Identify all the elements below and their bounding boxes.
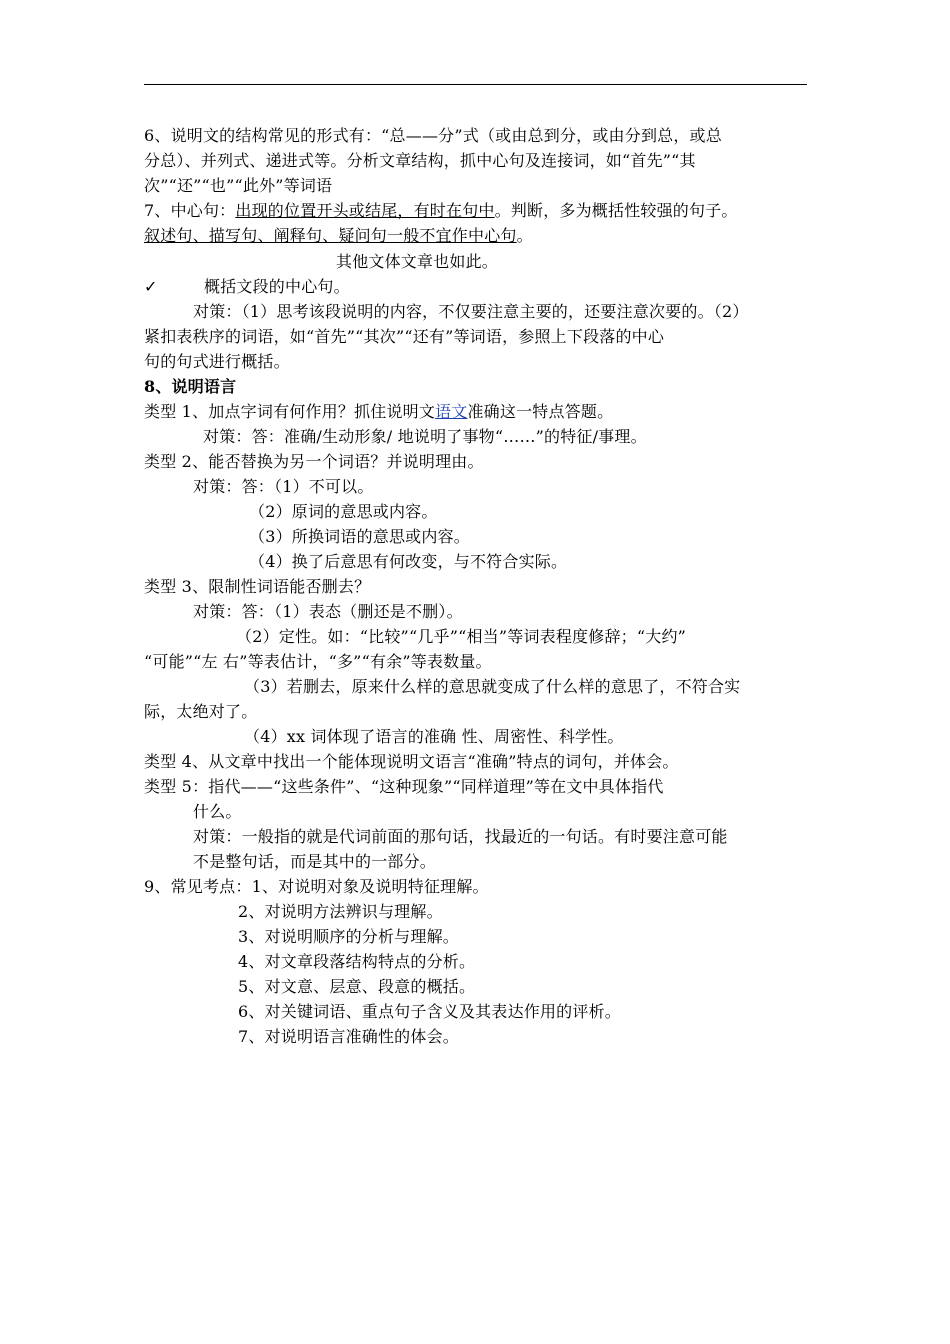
header-rule xyxy=(144,84,807,85)
s8-type3: 类型 3、限制性词语能否删去？ xyxy=(144,577,371,596)
s7-suffix: 。判断，多为概括性较强的句子。 xyxy=(494,201,738,220)
s9-point-6: 6、对关键词语、重点句子含义及其表达作用的评析。 xyxy=(238,1002,621,1021)
s9-point-1: 9、常见考点：1、对说明对象及说明特征理解。 xyxy=(144,877,489,896)
s7-check-item xyxy=(144,275,814,299)
s8-type5-cont: 什么。 xyxy=(193,802,242,821)
s9-point-7: 7、对说明语言准确性的体会。 xyxy=(238,1027,459,1046)
s6-line-1: 6、说明文的结构常见的形式有：“总——分”式（或由总到分，或由分到总，或总 xyxy=(144,126,722,145)
s8-type3-answer-4: （4）xx 词体现了语言的准确 性、周密性、科学性。 xyxy=(244,727,624,746)
s8-type3-answer-2-cont: “可能”“左 右”等表估计，“多”“有余”等表数量。 xyxy=(144,652,492,671)
s8-type1-text: 类型 1、加点字词有何作用？抓住说明文 xyxy=(144,402,436,421)
s8-type5-strategy-1: 对策：一般指的就是代词前面的那句话，找最近的一句话。有时要注意可能 xyxy=(193,827,728,846)
s8-type1 xyxy=(144,400,814,424)
s7-line-1 xyxy=(144,199,814,223)
s7-underlined-sentence-types: 叙述句、描写句、阐释句、疑问句一般不宜作中心句 xyxy=(144,226,517,245)
s7-line-2-end: 。 xyxy=(516,226,533,245)
s8-type3-answer-3: （3）若删去，原来什么样的意思就变成了什么样的意思了，不符合实 xyxy=(244,677,741,696)
s8-type5: 类型 5：指代——“这些条件”、“这种现象”“同样道理”等在文中具体指代 xyxy=(144,777,664,796)
s6-line-2: 分总）、并列式、递进式等。分析文章结构，抓中心句及连接词，如“首先”“其 xyxy=(144,151,696,170)
s8-type2-answer-1: 对策：答：（1）不可以。 xyxy=(193,477,374,496)
s8-type2-answer-4: （4）换了后意思有何改变，与不符合实际。 xyxy=(249,552,568,571)
s8-type4: 类型 4、从文章中找出一个能体现说明文语言“准确”特点的词句，并体会。 xyxy=(144,752,679,771)
s7-strategy-line-3: 句的句式进行概括。 xyxy=(144,352,290,371)
s8-type1-answer: 对策：答：准确/生动形象/ 地说明了事物“……”的特征/事理。 xyxy=(203,427,647,446)
s6-line-3: 次”“还”“也”“此外”等词语 xyxy=(144,176,333,195)
s9-point-5: 5、对文意、层意、段意的概括。 xyxy=(238,977,476,996)
s7-underlined-position: 出现的位置开头或结尾，有时在句中 xyxy=(235,201,495,220)
s8-type3-answer-3-cont: 际，太绝对了。 xyxy=(144,702,258,721)
s8-type3-answer-2: （2）定性。如：“比较”“几乎”“相当”等词表程度修辞；“大约” xyxy=(236,627,687,646)
s9-point-4: 4、对文章段落结构特点的分析。 xyxy=(238,952,476,971)
s9-point-2: 2、对说明方法辨识与理解。 xyxy=(238,902,443,921)
yuwen-link[interactable]: 语文 xyxy=(435,402,468,421)
s8-type2-answer-2: （2）原词的意思或内容。 xyxy=(249,502,438,521)
s8-type1-text-end: 准确这一特点答题。 xyxy=(467,402,614,421)
s8-type2-answer-3: （3）所换词语的意思或内容。 xyxy=(249,527,470,546)
s7-center-note: 其他文体文章也如此。 xyxy=(336,252,499,271)
s8-type3-answer-1: 对策：答：（1）表态（删还是不删）。 xyxy=(193,602,463,621)
s8-type5-strategy-2: 不是整句话，而是其中的一部分。 xyxy=(193,852,437,871)
s7-strategy-line-1: 对策：（1）思考该段说明的内容，不仅要注意主要的，还要注意次要的。（2） xyxy=(193,302,749,321)
s7-check-text: 概括文段的中心句。 xyxy=(204,277,350,296)
s7-strategy-line-2: 紧扣表秩序的词语，如“首先”“其次”“还有”等词语，参照上下段落的中心 xyxy=(144,327,665,346)
s7-line-2 xyxy=(144,224,814,248)
s7-prefix: 7、中心句： xyxy=(144,201,236,220)
s8-title: 8、说明语言 xyxy=(144,377,237,396)
s8-type2: 类型 2、能否替换为另一个词语？并说明理由。 xyxy=(144,452,484,471)
checkmark-icon: ✓ xyxy=(144,277,158,296)
s9-point-3: 3、对说明顺序的分析与理解。 xyxy=(238,927,459,946)
